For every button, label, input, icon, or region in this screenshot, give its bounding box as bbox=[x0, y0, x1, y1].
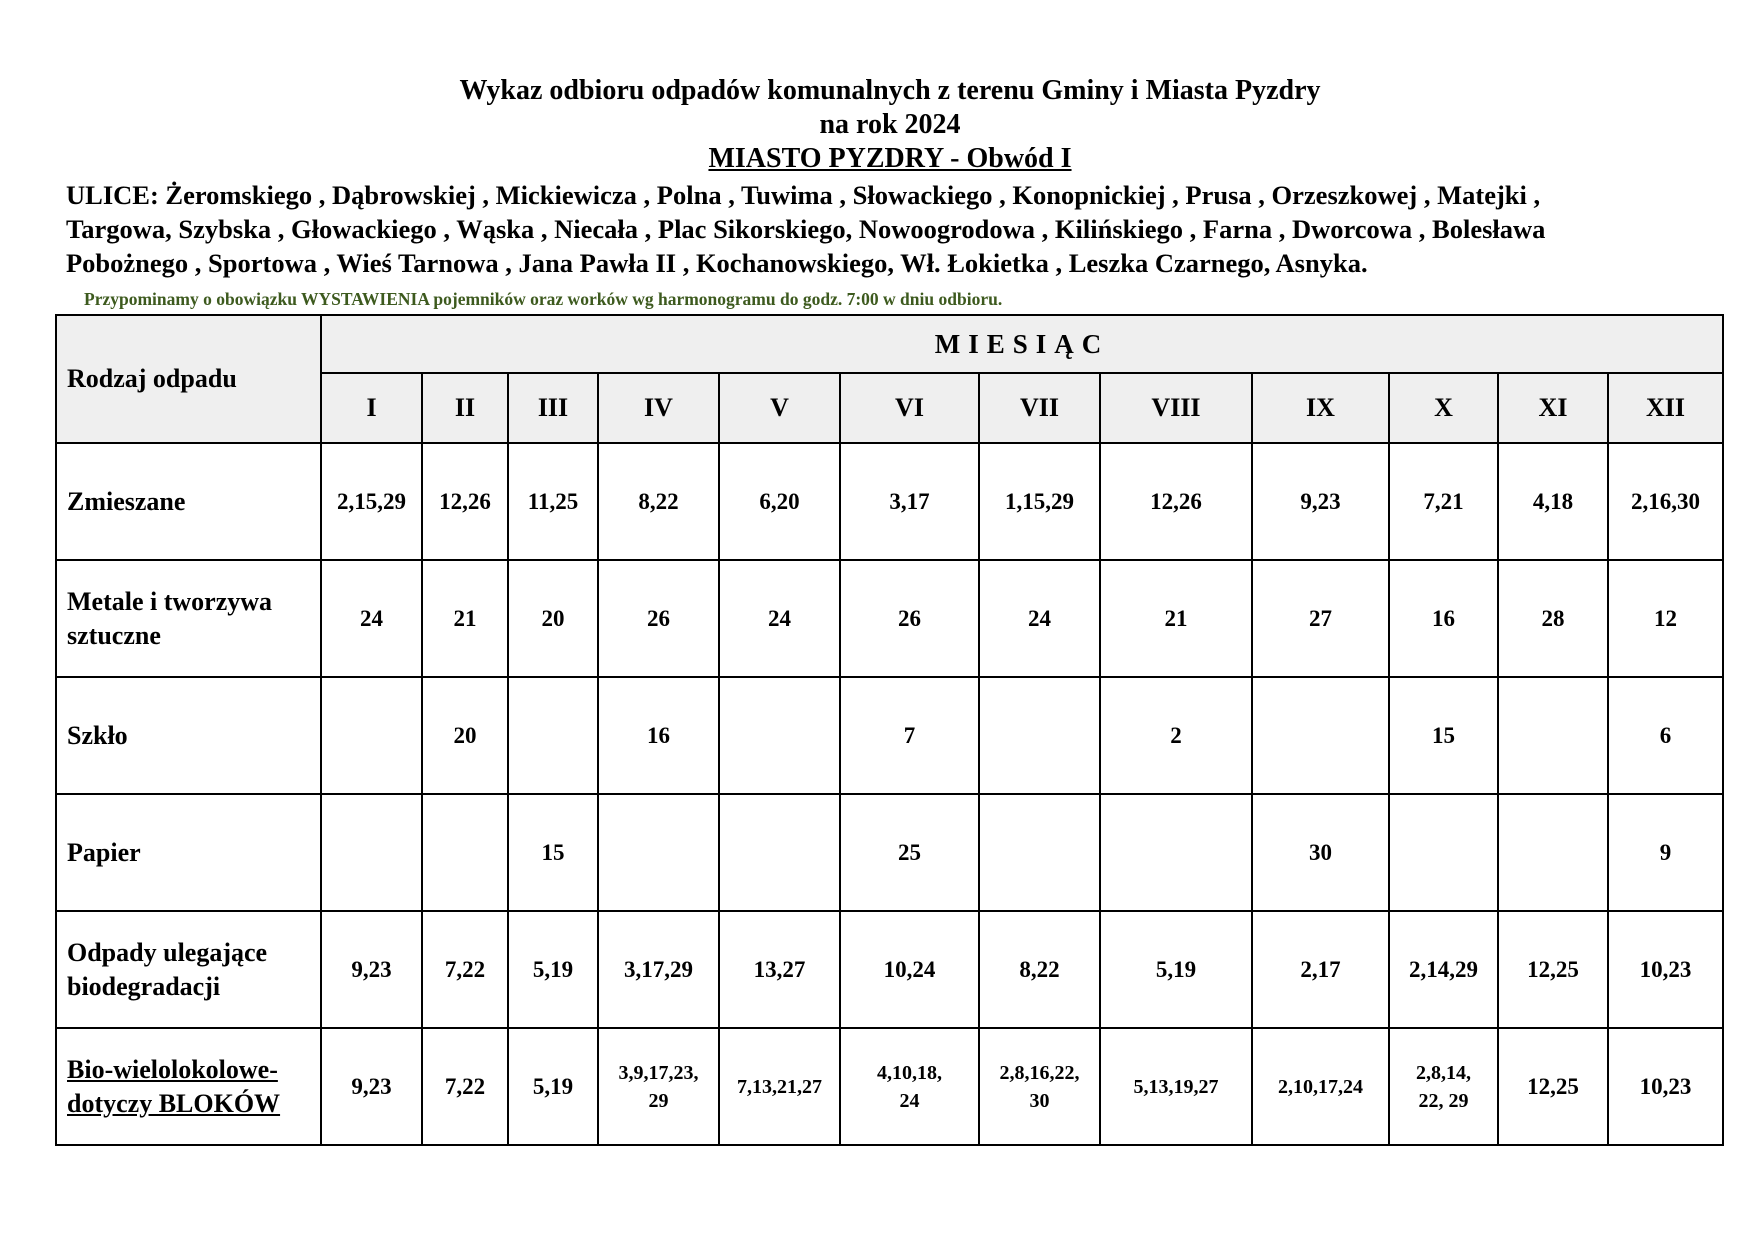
pickup-dates-cell: 9,23 bbox=[321, 1028, 422, 1145]
pickup-dates-cell bbox=[422, 794, 508, 911]
pickup-dates-cell: 5,13,19,27 bbox=[1100, 1028, 1252, 1145]
month-header: IV bbox=[598, 373, 719, 443]
month-header: V bbox=[719, 373, 840, 443]
document-year: na rok 2024 bbox=[819, 109, 961, 140]
waste-type-label-line: sztuczne bbox=[67, 620, 161, 650]
pickup-dates-cell bbox=[1100, 794, 1252, 911]
pickup-dates-cell: 24 bbox=[979, 560, 1100, 677]
waste-type-label bbox=[56, 677, 321, 794]
waste-type-label-line: Papier bbox=[67, 837, 141, 867]
month-header: IX bbox=[1252, 373, 1389, 443]
pickup-dates-cell: 7,22 bbox=[422, 1028, 508, 1145]
pickup-dates-cell: 15 bbox=[1389, 677, 1498, 794]
pickup-dates-cell: 9,23 bbox=[321, 911, 422, 1028]
pickup-dates-cell bbox=[979, 677, 1100, 794]
month-header: VII bbox=[979, 373, 1100, 443]
waste-type-label-line: biodegradacji bbox=[67, 971, 221, 1001]
month-header: XII bbox=[1608, 373, 1723, 443]
pickup-dates-cell: 5,19 bbox=[508, 911, 598, 1028]
pickup-dates-cell: 6,20 bbox=[719, 443, 840, 560]
pickup-dates-cell bbox=[1389, 794, 1498, 911]
waste-type-label-line: Metale i tworzywa bbox=[67, 586, 273, 616]
month-header: VIII bbox=[1100, 373, 1252, 443]
month-header: II bbox=[422, 373, 508, 443]
streets-list bbox=[66, 178, 1726, 280]
pickup-dates-cell: 10,24 bbox=[840, 911, 979, 1028]
pickup-dates-cell: 21 bbox=[1100, 560, 1252, 677]
pickup-dates-cell: 26 bbox=[598, 560, 719, 677]
pickup-dates-cell: 20 bbox=[508, 560, 598, 677]
pickup-dates-cell: 7 bbox=[840, 677, 979, 794]
pickup-dates-cell: 30 bbox=[1252, 794, 1389, 911]
waste-type-label bbox=[56, 911, 321, 1028]
pickup-dates-cell: 2 bbox=[1100, 677, 1252, 794]
streets-line: ULICE: Żeromskiego , Dąbrowskiej , Mickiewicza , Polna , Tuwima , Słowackiego , Konopnickiej , Prusa , Orzeszkowej , Matejki , bbox=[66, 180, 1541, 210]
table-row bbox=[56, 560, 1723, 677]
pickup-dates-cell: 10,23 bbox=[1608, 1028, 1723, 1145]
waste-type-label bbox=[56, 794, 321, 911]
waste-type-label-line: Zmieszane bbox=[67, 486, 186, 516]
pickup-dates-cell: 25 bbox=[840, 794, 979, 911]
pickup-dates-cell: 16 bbox=[1389, 560, 1498, 677]
month-header: I bbox=[321, 373, 422, 443]
pickup-dates-cell: 7,22 bbox=[422, 911, 508, 1028]
table-row bbox=[56, 677, 1723, 794]
pickup-dates-cell: 13,27 bbox=[719, 911, 840, 1028]
pickup-dates-cell: 1,15,29 bbox=[979, 443, 1100, 560]
pickup-dates-cell: 2,17 bbox=[1252, 911, 1389, 1028]
pickup-dates-cell: 3,9,17,23, 29 bbox=[598, 1028, 719, 1145]
pickup-dates-cell bbox=[321, 677, 422, 794]
streets-line: Targowa, Szybska , Głowackiego , Wąska , Niecała , Plac Sikorskiego, Nowoogrodowa , Kilińskiego , Farna , Dworcowa , Bolesława bbox=[66, 214, 1546, 244]
pickup-dates-cell: 8,22 bbox=[598, 443, 719, 560]
pickup-dates-cell: 12,25 bbox=[1498, 1028, 1608, 1145]
district-title: MIASTO PYZDRY - Obwód I bbox=[708, 143, 1072, 174]
streets-line: Pobożnego , Sportowa , Wieś Tarnowa , Jana Pawła II , Kochanowskiego, Wł. Łokietka , Leszka Czarnego, Asnyka. bbox=[66, 248, 1368, 278]
month-header: III bbox=[508, 373, 598, 443]
pickup-dates-cell bbox=[1498, 677, 1608, 794]
pickup-dates-cell: 2,10,17,24 bbox=[1252, 1028, 1389, 1145]
pickup-dates-cell: 28 bbox=[1498, 560, 1608, 677]
pickup-dates-cell bbox=[1252, 677, 1389, 794]
waste-type-label-line: Szkło bbox=[67, 720, 128, 750]
pickup-dates-cell: 11,25 bbox=[508, 443, 598, 560]
pickup-dates-cell bbox=[1498, 794, 1608, 911]
month-header: VI bbox=[840, 373, 979, 443]
table-row bbox=[56, 443, 1723, 560]
pickup-dates-cell bbox=[598, 794, 719, 911]
pickup-dates-cell: 5,19 bbox=[1100, 911, 1252, 1028]
pickup-dates-cell: 12,25 bbox=[1498, 911, 1608, 1028]
pickup-dates-cell: 2,14,29 bbox=[1389, 911, 1498, 1028]
pickup-dates-cell bbox=[719, 794, 840, 911]
document-title: Wykaz odbioru odpadów komunalnych z terenu Gminy i Miasta Pyzdry bbox=[459, 75, 1321, 106]
pickup-dates-cell bbox=[719, 677, 840, 794]
table-row bbox=[56, 794, 1723, 911]
pickup-dates-cell: 6 bbox=[1608, 677, 1723, 794]
waste-type-label bbox=[56, 1028, 321, 1145]
pickup-dates-cell: 15 bbox=[508, 794, 598, 911]
table-row bbox=[56, 911, 1723, 1028]
pickup-dates-cell: 12 bbox=[1608, 560, 1723, 677]
pickup-dates-cell: 12,26 bbox=[1100, 443, 1252, 560]
month-group-header: MIESIĄC bbox=[321, 315, 1723, 373]
waste-type-label bbox=[56, 560, 321, 677]
pickup-dates-cell: 27 bbox=[1252, 560, 1389, 677]
pickup-dates-cell: 2,15,29 bbox=[321, 443, 422, 560]
pickup-dates-cell: 2,8,16,22, 30 bbox=[979, 1028, 1100, 1145]
waste-type-label-line: Odpady ulegające bbox=[67, 937, 268, 967]
pickup-dates-cell: 3,17,29 bbox=[598, 911, 719, 1028]
pickup-dates-cell: 7,21 bbox=[1389, 443, 1498, 560]
pickup-dates-cell: 24 bbox=[321, 560, 422, 677]
pickup-dates-cell bbox=[321, 794, 422, 911]
reminder-note: Przypominamy o obowiązku WYSTAWIENIA pojemników oraz worków wg harmonogramu do godz. 7:00 w dniu odbioru. bbox=[84, 289, 1003, 309]
pickup-dates-cell: 16 bbox=[598, 677, 719, 794]
pickup-dates-cell: 12,26 bbox=[422, 443, 508, 560]
pickup-dates-cell: 2,8,14, 22, 29 bbox=[1389, 1028, 1498, 1145]
pickup-dates-cell bbox=[508, 677, 598, 794]
pickup-dates-cell: 7,13,21,27 bbox=[719, 1028, 840, 1145]
pickup-dates-cell: 26 bbox=[840, 560, 979, 677]
waste-type-label bbox=[56, 443, 321, 560]
waste-type-label-line: Bio-wielolokolowe- bbox=[67, 1054, 278, 1084]
pickup-dates-cell: 4,10,18, 24 bbox=[840, 1028, 979, 1145]
month-header: X bbox=[1389, 373, 1498, 443]
waste-type-header: Rodzaj odpadu bbox=[56, 315, 321, 443]
pickup-dates-cell: 9,23 bbox=[1252, 443, 1389, 560]
table-row bbox=[56, 1028, 1723, 1145]
pickup-dates-cell: 3,17 bbox=[840, 443, 979, 560]
pickup-dates-cell: 24 bbox=[719, 560, 840, 677]
pickup-dates-cell: 8,22 bbox=[979, 911, 1100, 1028]
pickup-dates-cell: 10,23 bbox=[1608, 911, 1723, 1028]
pickup-dates-cell: 4,18 bbox=[1498, 443, 1608, 560]
pickup-dates-cell: 21 bbox=[422, 560, 508, 677]
pickup-dates-cell: 9 bbox=[1608, 794, 1723, 911]
pickup-dates-cell: 2,16,30 bbox=[1608, 443, 1723, 560]
waste-type-label-line: dotyczy BLOKÓW bbox=[67, 1088, 281, 1118]
month-header: XI bbox=[1498, 373, 1608, 443]
pickup-dates-cell: 20 bbox=[422, 677, 508, 794]
schedule-table bbox=[55, 314, 1724, 1146]
pickup-dates-cell bbox=[979, 794, 1100, 911]
pickup-dates-cell: 5,19 bbox=[508, 1028, 598, 1145]
